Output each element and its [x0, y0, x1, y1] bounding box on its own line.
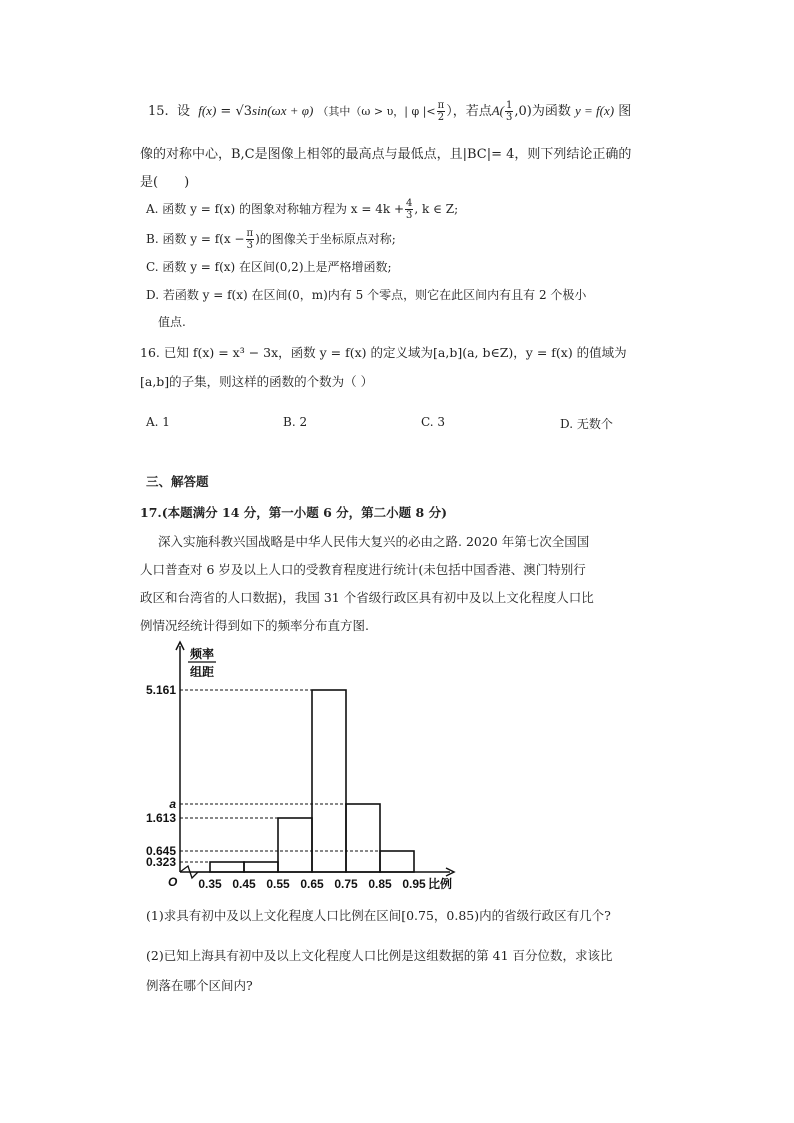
x-axis-label: 比例: [427, 877, 453, 891]
y-tick-label: 0.323: [145, 855, 176, 869]
q15-option-c: C. 函数 y = f(x) 在区间(0,2)上是严格增函数;: [146, 260, 392, 274]
q17-para-2: 人口普查对 6 岁及以上人口的受教育程度进行统计(未包括中国香港、澳门特别行: [140, 562, 586, 577]
histogram-bar: [346, 804, 380, 872]
q16-choice-b: B. 2: [283, 415, 308, 429]
q16-line1: 16. 已知 f(x) = x³ − 3x，函数 y = f(x) 的定义域为[a,b](a, b∈Z)，y = f(x) 的值域为: [140, 345, 627, 360]
y-tick-label: 5.161: [145, 683, 176, 697]
y-tick-label: a: [169, 797, 176, 811]
q17-para-3: 政区和台湾省的人口数据)，我国 31 个省级行政区具有初中及以上文化程度人口比: [140, 590, 594, 605]
q15-line2: 像的对称中心，B,C是图像上相邻的最高点与最低点，且|BC|= 4，则下列结论正确的: [140, 147, 632, 162]
q16-line2: [a,b]的子集，则这样的函数的个数为（ ）: [140, 374, 374, 389]
section-title: 三、解答题: [146, 474, 209, 489]
x-tick-label: 0.35: [198, 877, 222, 891]
x-tick-label: 0.85: [368, 877, 392, 891]
q17-header: 17.(本题满分 14 分，第一小题 6 分，第二小题 8 分): [140, 505, 447, 520]
q17-para-4: 例情况经统计得到如下的频率分布直方图.: [140, 618, 369, 633]
pi-over-2: $\frac{\pi}{2}$: [437, 100, 445, 123]
q17-sub2-line1: (2)已知上海具有初中及以上文化程度人口比例是这组数据的第 41 百分位数，求该比: [146, 948, 613, 963]
y-label-denominator: 组距: [189, 665, 215, 679]
q15-option-b: B. 函数 y = f(x − $\frac{\pi}{3}$ )的图像关于坐标原点对称;: [146, 228, 396, 251]
frequency-histogram: [145, 640, 480, 900]
q16-choice-a: A. 1: [146, 415, 170, 429]
q15-option-a: A. 函数 y = f(x) 的图象对称轴方程为 x = 4k + $\frac{4}{3}$ , k ∈ Z;: [146, 198, 459, 221]
q17-sub2-line2: 例落在哪个区间内?: [146, 978, 253, 993]
one-third: $\frac{1}{3}$: [506, 100, 513, 123]
x-tick-label: 0.45: [232, 877, 256, 891]
q15-number: 15.: [148, 104, 169, 119]
x-tick-label: 0.55: [266, 877, 290, 891]
q15-option-d: D. 若函数 y = f(x) 在区间(0，m)内有 5 个零点，则它在此区间内有且有 2 个极小: [146, 288, 587, 302]
q15-line3: 是( ): [140, 175, 190, 190]
q15-option-d-cont: 值点.: [158, 315, 186, 329]
y-tick-label: 1.613: [145, 811, 176, 825]
histogram-bar: [210, 862, 244, 872]
histogram-bar: [244, 862, 278, 872]
q16-choice-d: D. 无数个: [560, 417, 613, 431]
histogram-bar: [380, 851, 414, 872]
x-tick-label: 0.75: [334, 877, 358, 891]
x-tick-label: 0.65: [300, 877, 324, 891]
histogram-bar: [312, 690, 346, 872]
origin-label: O: [168, 875, 178, 889]
q17-para-1: 深入实施科教兴国战略是中华人民伟大复兴的必由之路. 2020 年第七次全国国: [158, 534, 590, 549]
y-tick-label: 0.645: [145, 844, 176, 858]
y-label-numerator: 频率: [189, 647, 215, 661]
histogram-bar: [278, 818, 312, 872]
x-tick-label: 0.95: [402, 877, 426, 891]
q15-line1: 15. 设 f(x) = √3sin(ωx + φ) （其中（ω > υ，| φ |< $\frac{\pi}{2}$ ），若点A( $\frac{1}{3}$ ,0)为函数 y = f(x) 图: [148, 100, 632, 123]
q17-sub1: (1)求具有初中及以上文化程度人口比例在区间[0.75，0.85)内的省级行政区有几个?: [146, 908, 611, 923]
q16-choice-c: C. 3: [421, 415, 446, 429]
